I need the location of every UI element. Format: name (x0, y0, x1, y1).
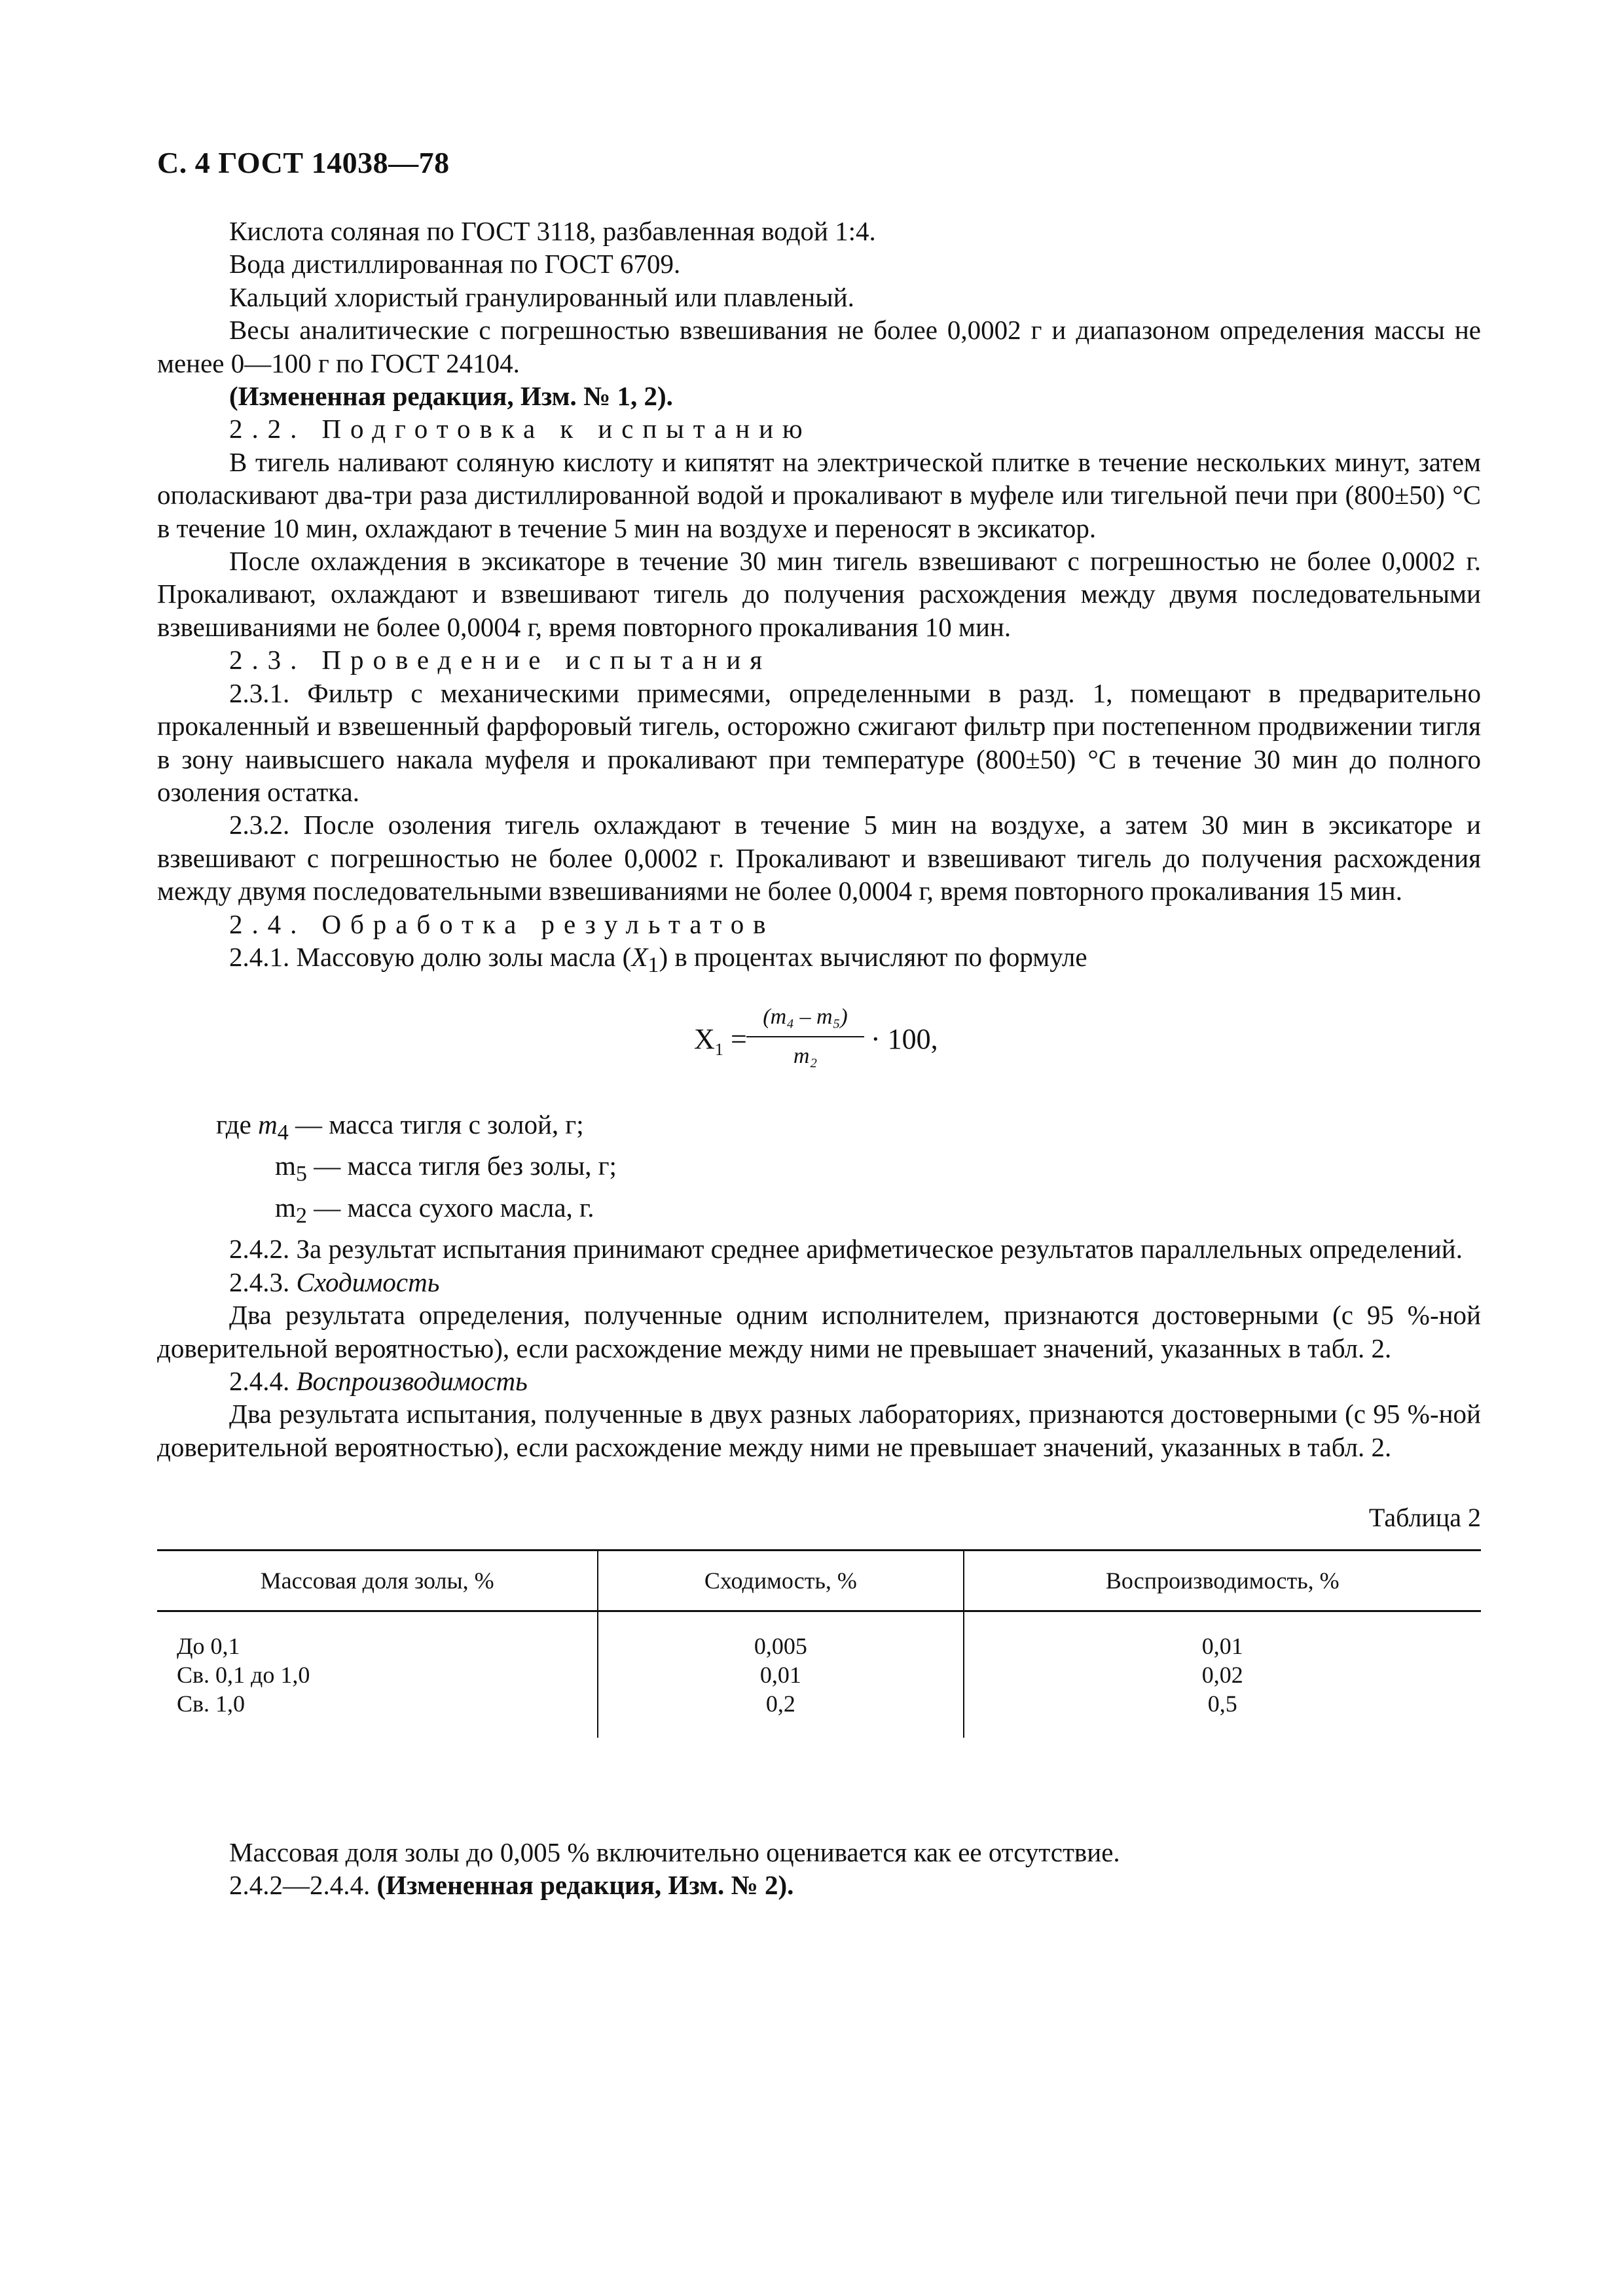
variable: m (275, 1192, 296, 1223)
formula-var: X (694, 1022, 715, 1055)
text: где (216, 1109, 259, 1139)
text: 2.4.3. (229, 1266, 297, 1297)
text: 2.4.1. Массовую долю золы масла ( (229, 941, 632, 972)
text: 2.4.2—2.4.4. (229, 1869, 377, 1900)
formula-lhs (694, 1023, 747, 1066)
subscript: 2 (295, 1203, 307, 1228)
paragraph: 2.3.1. Фильтр с механическими примесями, определенными в разд. 1, помещают в предварительно прокаленный и взвешенный фарфоровый тигель, осторожно сжигают фильтр при постепенном продвижении тигля в зону наивысшего накала муфеля и прокаливают при температуре (800±50) °С в течение 30 мин до полного озоления остатка. (157, 677, 1481, 807)
heading-italic: Сходимость (296, 1266, 440, 1297)
amendment-note (157, 1869, 1481, 1901)
formula-sub: 1 (714, 1039, 723, 1059)
table-cell (598, 1718, 963, 1738)
paragraph (157, 941, 1481, 982)
table-row (157, 1689, 1481, 1718)
table-spacer (157, 1718, 1481, 1738)
text: — масса тигля без золы, г; (306, 1151, 617, 1181)
subscript: 4 (277, 1120, 289, 1145)
table-spacer (157, 1611, 1481, 1632)
table-cell: 0,005 (598, 1632, 963, 1660)
column-header: Воспроизводимость, % (964, 1550, 1482, 1611)
subscript: 1 (647, 953, 659, 978)
variable: X (631, 941, 648, 972)
definition-row (157, 1108, 1481, 1150)
formula-numerator: (m₄ – m₅) (763, 1004, 848, 1029)
variable: m (275, 1151, 296, 1181)
formula-denominator: m₂ (793, 1043, 818, 1068)
paragraph: Два результата определения, полученные одним исполнителем, признаются достоверными (с 95 %-ной доверительной вероятностью), если расхождение между ними не превышает значений, указанных в табл. 2. (157, 1300, 1481, 1363)
table-caption: Таблица 2 (1368, 1503, 1481, 1533)
table-cell (964, 1611, 1482, 1632)
text: ) в процентах вычисляют по формуле (659, 941, 1087, 972)
table-cell: До 0,1 (177, 1632, 240, 1659)
text: — масса сухого масла, г. (306, 1192, 594, 1223)
table-row (157, 1632, 1481, 1660)
paragraph: 2.4.2. За результат испытания принимают среднее арифметическое результатов параллельных определений. (229, 1234, 1463, 1265)
formula-fraction (746, 1001, 864, 1073)
table-cell: 0,5 (964, 1689, 1482, 1718)
section-heading-2-2: 2.2. Подготовка к испытанию (229, 414, 812, 444)
table-cell: 0,01 (598, 1660, 963, 1689)
formula (157, 994, 1481, 1092)
table-cell: 0,02 (964, 1660, 1482, 1689)
table-cell (157, 1611, 598, 1632)
definition-row (157, 1149, 1481, 1191)
paragraph: Кислота соляная по ГОСТ 3118, разбавленная водой 1:4. (229, 216, 876, 246)
paragraph: В тигель наливают соляную кислоту и кипятят на электрической плитке в течение нескольких минут, затем ополаскивают два-три раза дистиллированной водой и прокаливают в муфеле или тигельной печи при (800±50) °С в течение 10 мин, охлаждают в течение 5 мин на воздухе и переносят в эксикатор. (157, 446, 1481, 543)
table-cell (964, 1718, 1482, 1738)
section-heading-2-4: 2.4. Обработка результатов (229, 908, 775, 939)
table-cell: Св. 1,0 (177, 1690, 246, 1717)
text: — масса тигля с золой, г; (288, 1109, 584, 1139)
paragraph: Массовая доля золы до 0,005 % включительно оценивается как ее отсутствие. (229, 1837, 1120, 1867)
heading-italic: Воспроизводимость (296, 1365, 528, 1396)
column-header: Массовая доля золы, % (157, 1550, 598, 1611)
table-cell: 0,2 (598, 1689, 963, 1718)
amendment-bold: (Измененная редакция, Изм. № 2). (376, 1869, 794, 1900)
table-cell: Св. 0,1 до 1,0 (177, 1661, 310, 1688)
text: 2.4.4. (229, 1365, 297, 1396)
amendment-note: (Измененная редакция, Изм. № 1, 2). (229, 381, 673, 412)
variable: m (258, 1109, 278, 1139)
paragraph: Вода дистиллированная по ГОСТ 6709. (229, 249, 681, 279)
closing-notes (157, 1836, 1481, 1902)
equals-sign: = (730, 1022, 747, 1055)
table-row (157, 1660, 1481, 1689)
paragraph: Два результата испытания, полученные в двух разных лабораториях, признаются достоверными (с 95 %-ной доверительной вероятностью), если расхождение между ними не превышает значений, указанных в табл. 2. (157, 1399, 1481, 1462)
subsection-heading-2-4-3 (157, 1266, 1481, 1299)
document-body (157, 215, 1481, 1901)
table-header-row (157, 1550, 1481, 1611)
paragraph: Весы аналитические с погрешностью взвешивания не более 0,0002 г и диапазоном определения массы не менее 0—100 г по ГОСТ 24104. (157, 315, 1481, 378)
paragraph: После охлаждения в эксикаторе в течение 30 мин тигель взвешивают с погрешностью не более 0,0002 г. Прокаливают, охлаждают и взвешивают тигель до получения расхождения между двумя последовательными взвешиваниями не более 0,0004 г, время повторного прокаливания 10 мин. (157, 546, 1481, 642)
definition-row (157, 1191, 1481, 1233)
paragraph: 2.3.2. После озоления тигель охлаждают в течение 5 мин на воздухе, а затем 30 мин в эксикаторе и взвешивают с погрешностью не более 0,0002 г. Прокаливают и взвешивают тигель до получения расхождения между двумя последовательными взвешиваниями не более 0,0004 г, время повторного прокаливания 15 мин. (157, 810, 1481, 906)
data-table (157, 1549, 1481, 1738)
column-header: Сходимость, % (598, 1550, 963, 1611)
table-cell (157, 1718, 598, 1738)
table-cell (598, 1611, 963, 1632)
formula-tail: · 100, (871, 1022, 938, 1055)
subscript: 5 (295, 1162, 307, 1187)
variable-definitions (157, 1108, 1481, 1233)
subsection-heading-2-4-4 (157, 1365, 1481, 1397)
paragraph: Кальций хлористый гранулированный или плавленый. (229, 281, 854, 312)
page-header: С. 4 ГОСТ 14038—78 (157, 146, 450, 179)
table-cell: 0,01 (964, 1632, 1482, 1660)
section-heading-2-3: 2.3. Проведение испытания (229, 645, 772, 675)
